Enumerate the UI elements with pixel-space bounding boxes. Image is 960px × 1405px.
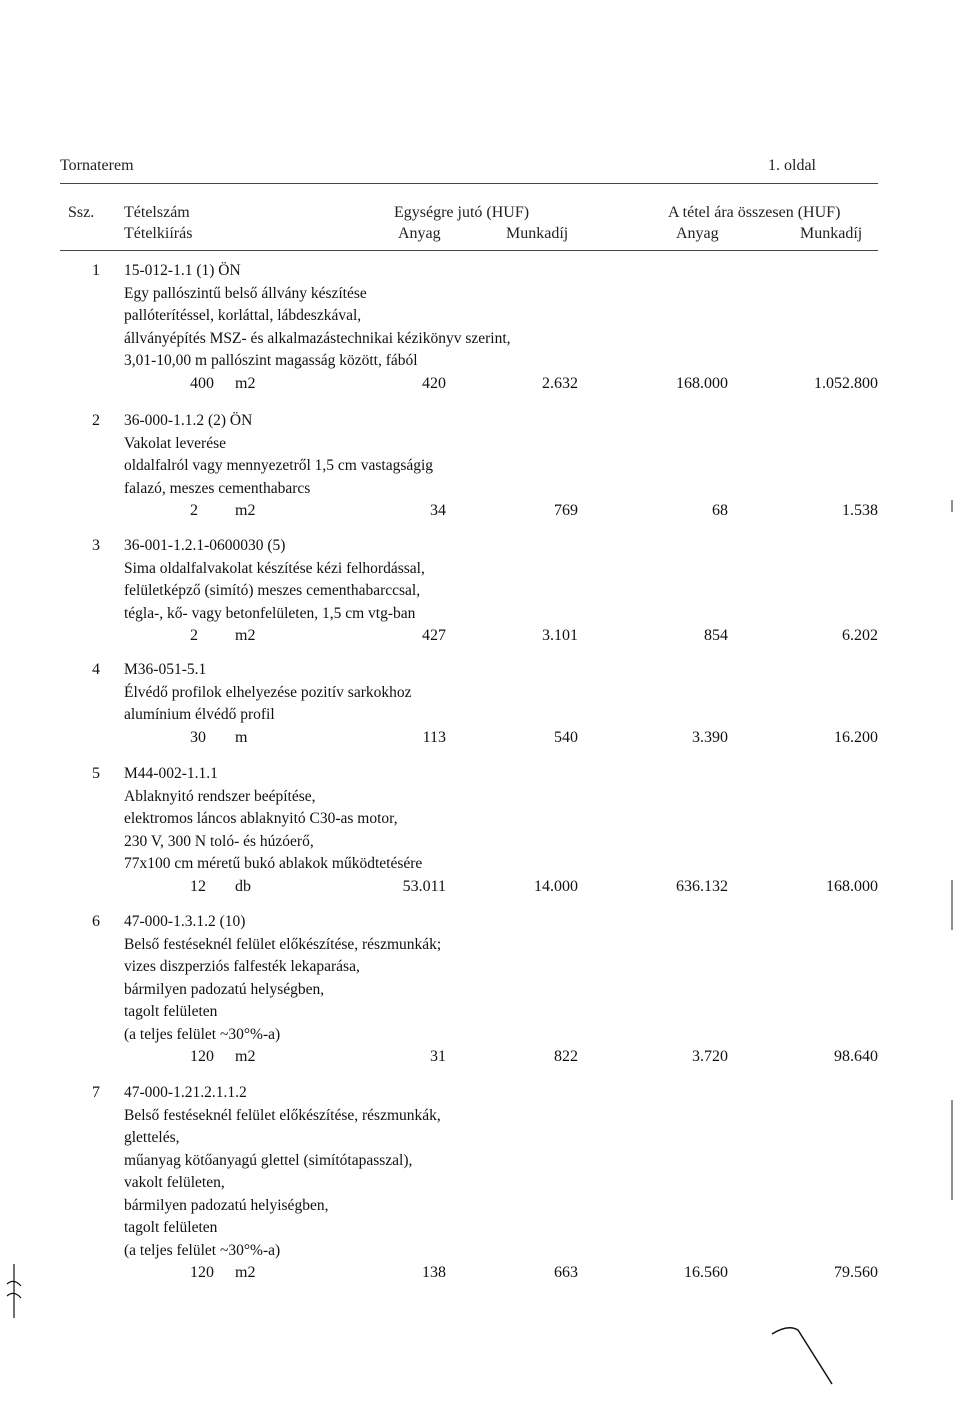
- item-unit: m2: [235, 502, 256, 519]
- item-quantity: 2: [190, 502, 198, 519]
- unit-labor-price: 769: [554, 502, 578, 519]
- item-code: 47-000-1.3.1.2 (10): [124, 913, 246, 930]
- item-unit: m: [235, 728, 248, 746]
- item-quantity: 12: [190, 877, 206, 895]
- item-description-line: állványépítés MSZ- és alkalmazástechnikai kézikönyv szerint,: [124, 329, 511, 347]
- total-labor-price: 16.200: [834, 728, 878, 746]
- total-material-price: 854: [704, 627, 728, 644]
- margin-scribble: [2, 1262, 26, 1322]
- unit-labor-price: 822: [554, 1048, 578, 1065]
- item-description-line: tagolt felületen: [124, 1003, 218, 1020]
- item-description-line: 77x100 cm méretű bukó ablakok működtetésére: [124, 855, 423, 872]
- col-total-labor: Munkadíj: [800, 225, 863, 242]
- item-description-line: vizes diszperziós falfesték lekaparása,: [124, 958, 360, 975]
- item-number: 6: [92, 913, 100, 930]
- item-quantity: 400: [190, 374, 214, 392]
- total-material-price: 636.132: [676, 877, 728, 895]
- item-description-line: bármilyen padozatú helyiségben,: [124, 1196, 329, 1214]
- item-number: 5: [92, 765, 100, 782]
- total-labor-price: 1.538: [842, 502, 878, 519]
- total-material-price: 3.720: [692, 1048, 728, 1065]
- unit-material-price: 113: [422, 728, 446, 746]
- col-unit-price-group: Egységre jutó (HUF): [394, 204, 530, 221]
- item-description-line: Egy pallószintű belső állvány készítése: [124, 284, 367, 302]
- item-description-line: műanyag kötőanyagú glettel (simítótapasszal),: [124, 1151, 413, 1169]
- col-unit-material: Anyag: [398, 225, 441, 242]
- item-description-line: Belső festéseknél felület előkészítése, részmunkák,: [124, 1106, 441, 1124]
- total-material-price: 3.390: [692, 728, 728, 746]
- item-number: 4: [92, 661, 100, 678]
- total-material-price: 68: [712, 502, 728, 519]
- item-code: M36-051-5.1: [124, 661, 207, 678]
- right-margin-line: [948, 500, 956, 1200]
- item-code: 47-000-1.21.2.1.1.2: [124, 1084, 247, 1101]
- col-ssz: Ssz.: [68, 204, 95, 221]
- item-description-line: vakolt felületen,: [124, 1174, 225, 1191]
- unit-labor-price: 663: [554, 1264, 578, 1281]
- total-labor-price: 1.052.800: [814, 374, 878, 392]
- item-quantity: 120: [190, 1264, 214, 1281]
- unit-material-price: 31: [430, 1048, 446, 1065]
- quantity-price-row: [0, 628, 960, 646]
- unit-labor-price: 3.101: [542, 627, 578, 644]
- item-description-line: oldalfalról vagy mennyezetről 1,5 cm vastagságig: [124, 457, 434, 474]
- item-description-line: 3,01-10,00 m pallószint magasság között, fából: [124, 352, 418, 369]
- item-description-line: glettelés,: [124, 1129, 180, 1146]
- page-number: 1. oldal: [768, 157, 816, 174]
- unit-material-price: 138: [422, 1264, 446, 1281]
- item-code: 36-000-1.1.2 (2) ÖN: [124, 412, 253, 429]
- quantity-price-row: [0, 1049, 960, 1067]
- total-labor-price: 168.000: [826, 877, 878, 895]
- item-quantity: 120: [190, 1048, 214, 1065]
- col-tetelkiiras: Tételkiírás: [124, 225, 193, 242]
- header-divider: [60, 183, 878, 184]
- item-number: 1: [92, 262, 100, 279]
- unit-material-price: 420: [422, 374, 446, 392]
- quantity-price-row: [0, 376, 960, 394]
- item-code: M44-002-1.1.1: [124, 765, 218, 782]
- col-tetelszam: Tételszám: [124, 204, 190, 221]
- item-description-line: Vakolat leverése: [124, 434, 226, 452]
- unit-material-price: 427: [422, 627, 446, 644]
- item-quantity: 2: [190, 627, 198, 644]
- item-description-line: tégla-, kő- vagy betonfelületen, 1,5 cm vtg-ban: [124, 604, 416, 622]
- item-unit: m2: [235, 1264, 256, 1281]
- quantity-price-row: [0, 730, 960, 748]
- handwritten-check-mark: [770, 1322, 840, 1392]
- item-unit: m2: [235, 1048, 256, 1065]
- item-description-line: alumínium élvédő profil: [124, 706, 275, 723]
- unit-material-price: 53.011: [402, 877, 446, 895]
- item-description-line: (a teljes felület ~30°%-a): [124, 1241, 281, 1259]
- unit-labor-price: 540: [554, 728, 578, 746]
- col-total-group: A tétel ára összesen (HUF): [668, 204, 841, 221]
- item-description-line: 230 V, 300 N toló- és húzóerő,: [124, 832, 314, 850]
- unit-labor-price: 2.632: [542, 374, 578, 392]
- unit-labor-price: 14.000: [534, 877, 578, 895]
- total-labor-price: 79.560: [834, 1264, 878, 1281]
- item-unit: db: [235, 877, 251, 895]
- total-labor-price: 98.640: [834, 1048, 878, 1065]
- document-title: Tornaterem: [60, 157, 134, 174]
- item-unit: m2: [235, 374, 256, 392]
- item-description-line: Élvédő profilok elhelyezése pozitív sarkokhoz: [124, 683, 412, 701]
- item-description-line: elektromos láncos ablaknyitó C30-as motor,: [124, 810, 398, 827]
- item-number: 2: [92, 412, 100, 429]
- total-labor-price: 6.202: [842, 627, 878, 644]
- item-code: 15-012-1.1 (1) ÖN: [124, 262, 241, 279]
- item-description-line: (a teljes felület ~30°%-a): [124, 1025, 281, 1043]
- item-description-line: felületképző (simító) meszes cementhabarccsal,: [124, 582, 421, 599]
- column-header-divider: [60, 250, 878, 251]
- item-description-line: Ablaknyitó rendszer beépítése,: [124, 787, 316, 805]
- item-description-line: falazó, meszes cementhabarcs: [124, 479, 311, 497]
- item-quantity: 30: [190, 728, 206, 746]
- item-number: 3: [92, 537, 100, 554]
- quantity-price-row: [0, 879, 960, 897]
- item-number: 7: [92, 1084, 100, 1101]
- total-material-price: 16.560: [684, 1264, 728, 1281]
- quantity-price-row: [0, 503, 960, 521]
- item-description-line: pallóterítéssel, korláttal, lábdeszkával,: [124, 307, 362, 324]
- col-total-material: Anyag: [676, 225, 719, 242]
- item-code: 36-001-1.2.1-0600030 (5): [124, 537, 286, 554]
- total-material-price: 168.000: [676, 374, 728, 392]
- col-unit-labor: Munkadíj: [506, 225, 569, 242]
- item-description-line: tagolt felületen: [124, 1219, 218, 1236]
- unit-material-price: 34: [430, 502, 446, 519]
- item-description-line: Sima oldalfalvakolat készítése kézi felhordással,: [124, 559, 425, 577]
- item-description-line: Belső festéseknél felület előkészítése, részmunkák;: [124, 935, 442, 953]
- quantity-price-row: [0, 1265, 960, 1283]
- item-description-line: bármilyen padozatú helységben,: [124, 980, 325, 998]
- item-unit: m2: [235, 627, 256, 644]
